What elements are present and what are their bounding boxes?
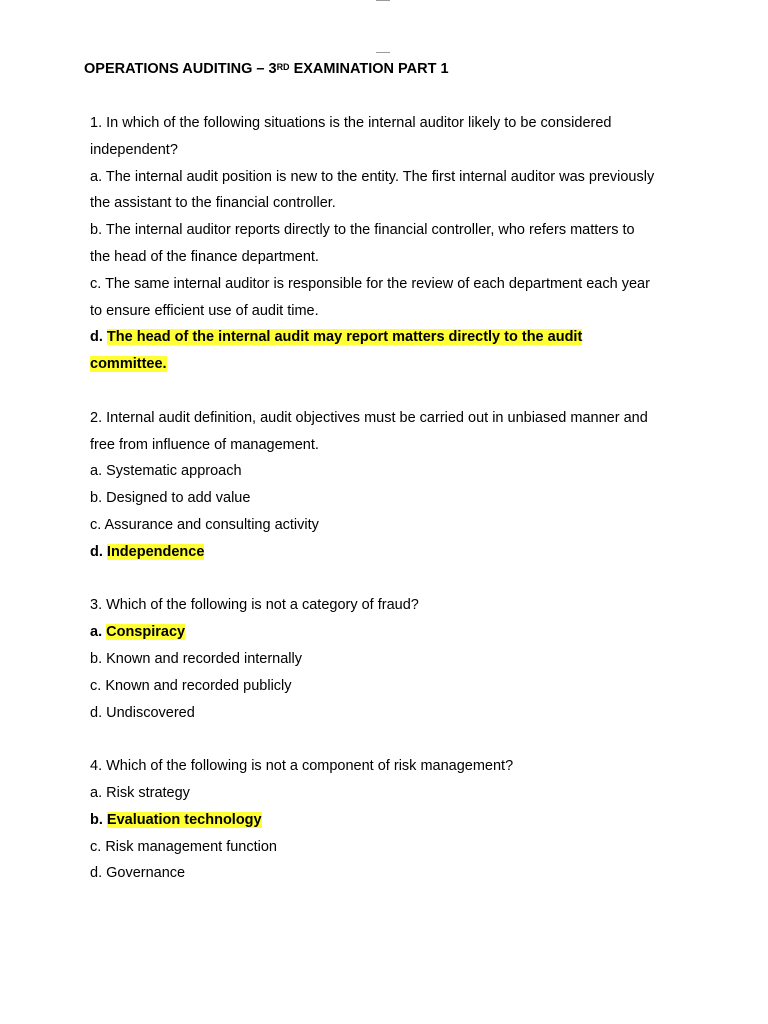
title-prefix: OPERATIONS AUDITING – 3 — [84, 61, 277, 77]
correct-answer-option — [90, 619, 690, 646]
answer-option — [90, 780, 690, 807]
option-letter: d. — [90, 704, 103, 721]
option-text: Undiscovered — [106, 704, 195, 721]
highlighted-answer-text: The head of the internal audit may report matters directly to the audit — [106, 329, 583, 346]
question-text: independent? — [90, 141, 178, 158]
option-letter: b. — [90, 222, 103, 239]
highlighted-answer-text: Evaluation technology — [106, 811, 262, 828]
option-text: to ensure efficient use of audit time. — [90, 302, 319, 319]
option-letter: c. — [90, 275, 102, 292]
highlighted-answer-text: committee. — [90, 356, 167, 373]
question-block — [90, 592, 690, 726]
option-letter: b. — [90, 650, 103, 667]
answer-option — [90, 834, 690, 861]
answer-option — [90, 860, 690, 887]
option-text: The same internal auditor is responsible for the review of each department each year — [105, 275, 650, 292]
answer-option — [90, 512, 690, 539]
page-header-rule — [376, 52, 390, 53]
question-block — [90, 110, 690, 378]
correct-answer-option — [90, 324, 690, 351]
option-letter: d. — [90, 543, 103, 560]
option-text: Risk management function — [105, 838, 277, 855]
answer-option — [90, 700, 690, 727]
answer-option — [90, 458, 690, 485]
highlighted-answer-text: Conspiracy — [106, 624, 186, 641]
correct-answer-option — [90, 351, 690, 378]
option-letter: b. — [90, 811, 103, 828]
option-text: Known and recorded internally — [106, 650, 302, 667]
option-text: the head of the finance department. — [90, 248, 319, 265]
option-letter: d. — [90, 865, 103, 882]
answer-option — [90, 190, 690, 217]
answer-option — [90, 485, 690, 512]
option-text: the assistant to the financial controller. — [90, 195, 336, 212]
option-letter: a. — [90, 624, 103, 641]
option-text: Governance — [106, 865, 186, 882]
correct-answer-option — [90, 807, 690, 834]
option-text: Assurance and consulting activity — [104, 516, 319, 533]
option-letter: c. — [90, 516, 102, 533]
option-text: The internal auditor reports directly to the financial controller, who refers matters to — [105, 222, 635, 239]
page-title — [84, 60, 449, 78]
option-letter: d. — [90, 329, 103, 346]
option-letter: c. — [90, 838, 102, 855]
question-block — [90, 405, 690, 566]
question-text: free from influence of management. — [90, 436, 319, 453]
option-letter: a. — [90, 784, 103, 801]
title-suffix: EXAMINATION PART 1 — [289, 61, 449, 77]
option-text: Known and recorded publicly — [105, 677, 292, 694]
option-text: The internal audit position is new to the entity. The first internal auditor was previously — [105, 168, 655, 185]
option-text: Systematic approach — [106, 463, 242, 480]
answer-option — [90, 673, 690, 700]
option-letter: a. — [90, 463, 103, 480]
answer-option — [90, 217, 690, 244]
highlighted-answer-text: Independence — [106, 543, 205, 560]
question-text: 2. Internal audit definition, audit objectives must be carried out in unbiased manner and — [90, 409, 648, 426]
question-text: 3. Which of the following is not a category of fraud? — [90, 597, 419, 614]
option-letter: c. — [90, 677, 102, 694]
page-header-mark — [376, 0, 390, 1]
option-text: Designed to add value — [106, 490, 251, 507]
title-superscript: RD — [276, 62, 290, 72]
question-text: 4. Which of the following is not a component of risk management? — [90, 758, 514, 775]
answer-option — [90, 298, 690, 325]
question-block — [90, 753, 690, 887]
question-list — [90, 110, 690, 914]
answer-option — [90, 164, 690, 191]
option-letter: b. — [90, 490, 103, 507]
correct-answer-option — [90, 539, 690, 566]
option-text: Risk strategy — [106, 784, 190, 801]
answer-option — [90, 271, 690, 298]
answer-option — [90, 646, 690, 673]
question-text: 1. In which of the following situations is the internal auditor likely to be considered — [90, 115, 612, 131]
answer-option — [90, 244, 690, 271]
option-letter: a. — [90, 168, 103, 185]
